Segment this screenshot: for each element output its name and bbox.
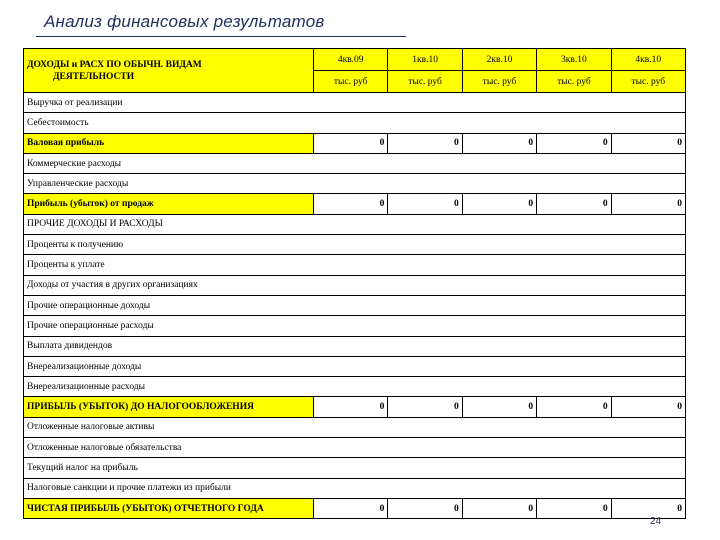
row-label: Прибыль (убыток) от продаж (24, 194, 314, 214)
value-cell: 0 (314, 133, 388, 153)
value-cell: 0 (388, 133, 462, 153)
unit-header: тыс. руб (537, 71, 611, 93)
table-row (24, 275, 686, 295)
row-label: Отложенные налоговые активы (24, 417, 686, 437)
period-header: 1кв.10 (388, 49, 462, 71)
value-cell: 0 (314, 194, 388, 214)
row-label: Прочие операционные доходы (24, 295, 686, 315)
header-label-cell (24, 49, 314, 93)
row-label: Внереализационные доходы (24, 356, 686, 376)
page-number: 24 (650, 516, 662, 527)
unit-header: тыс. руб (388, 71, 462, 93)
unit-header: тыс. руб (611, 71, 685, 93)
table-row (24, 316, 686, 336)
row-label: Себестоимость (24, 113, 686, 133)
period-header: 4кв.09 (314, 49, 388, 71)
table-row (24, 235, 686, 255)
table-row (24, 336, 686, 356)
table-row (24, 133, 686, 153)
table-row (24, 153, 686, 173)
table-row (24, 214, 686, 234)
unit-header: тыс. руб (314, 71, 388, 93)
row-label: ПРИБЫЛЬ (УБЫТОК) ДО НАЛОГООБЛОЖЕНИЯ (24, 397, 314, 417)
row-label: Отложенные налоговые обязательства (24, 438, 686, 458)
row-label: Выручка от реализации (24, 93, 686, 113)
row-label: Налоговые санкции и прочие платежи из прибыли (24, 478, 686, 498)
header-label-line1: ДОХОДЫ и РАСХ ПО ОБЫЧН. ВИДАМ (27, 59, 202, 70)
table-row (24, 194, 686, 214)
value-cell: 0 (537, 498, 611, 518)
row-label: ПРОЧИЕ ДОХОДЫ И РАСХОДЫ (24, 214, 686, 234)
row-label: Внереализационные расходы (24, 377, 686, 397)
value-cell: 0 (388, 397, 462, 417)
financial-results-table (23, 48, 686, 519)
value-cell: 0 (537, 133, 611, 153)
value-cell: 0 (314, 498, 388, 518)
row-label: Прочие операционные расходы (24, 316, 686, 336)
table-row (24, 356, 686, 376)
value-cell: 0 (537, 194, 611, 214)
table-row (24, 498, 686, 518)
value-cell: 0 (537, 397, 611, 417)
table-row (24, 397, 686, 417)
page-title: Анализ финансовых результатов (44, 12, 325, 31)
row-label: Доходы от участия в других организациях (24, 275, 686, 295)
table-row (24, 458, 686, 478)
table-row (24, 93, 686, 113)
row-label: Валовая прибыль (24, 133, 314, 153)
period-header: 2кв.10 (462, 49, 536, 71)
value-cell: 0 (611, 397, 685, 417)
table-row (24, 417, 686, 437)
value-cell: 0 (611, 194, 685, 214)
period-header: 3кв.10 (537, 49, 611, 71)
table-row (24, 295, 686, 315)
table-row (24, 255, 686, 275)
value-cell: 0 (611, 498, 685, 518)
row-label: Проценты к получению (24, 235, 686, 255)
value-cell: 0 (611, 133, 685, 153)
table-row (24, 174, 686, 194)
table-row (24, 377, 686, 397)
value-cell: 0 (462, 397, 536, 417)
table-row (24, 478, 686, 498)
row-label: Выплата дивидендов (24, 336, 686, 356)
value-cell: 0 (314, 397, 388, 417)
row-label: Коммерческие расходы (24, 153, 686, 173)
row-label: Текущий налог на прибыль (24, 458, 686, 478)
table-row (24, 113, 686, 133)
unit-header: тыс. руб (462, 71, 536, 93)
value-cell: 0 (462, 194, 536, 214)
value-cell: 0 (388, 194, 462, 214)
header-label-line2: ДЕЯТЕЛЬНОСТИ (53, 71, 135, 82)
value-cell: 0 (462, 133, 536, 153)
row-label: Проценты к уплате (24, 255, 686, 275)
period-header: 4кв.10 (611, 49, 685, 71)
row-label: Управленческие расходы (24, 174, 686, 194)
title-underline (36, 36, 406, 37)
header-row-periods (24, 49, 686, 71)
value-cell: 0 (462, 498, 536, 518)
value-cell: 0 (388, 498, 462, 518)
row-label: ЧИСТАЯ ПРИБЫЛЬ (УБЫТОК) ОТЧЕТНОГО ГОДА (24, 498, 314, 518)
table-row (24, 438, 686, 458)
